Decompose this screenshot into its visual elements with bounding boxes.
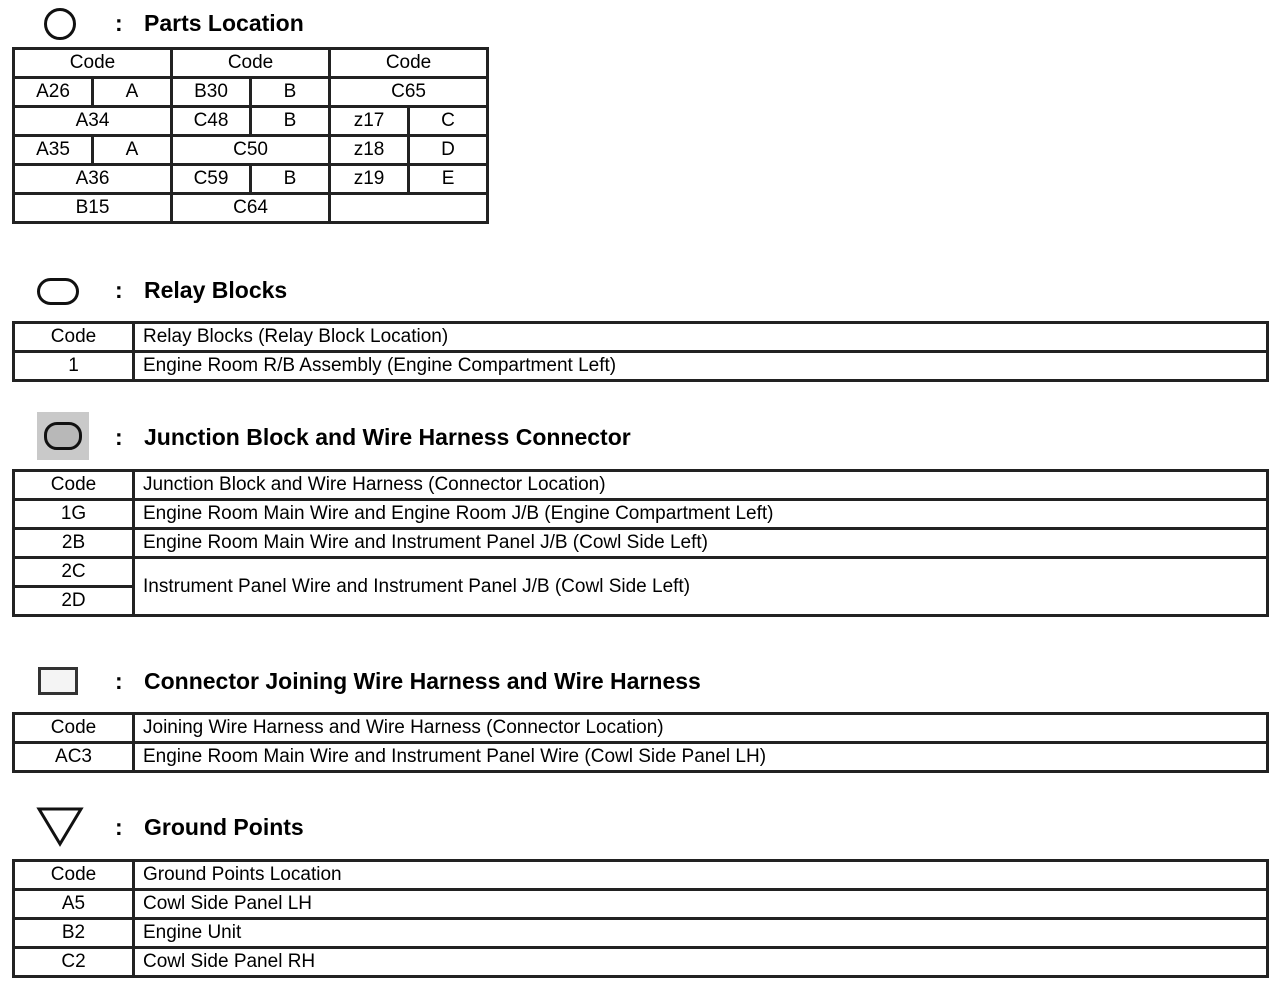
row-code: 1G [14, 500, 134, 529]
header-description: Joining Wire Harness and Wire Harness (Connector Location) [134, 714, 1268, 743]
row-code: 1 [14, 352, 134, 381]
part-code: A26 [14, 78, 93, 107]
part-location: C [409, 107, 488, 136]
header-code: Code [14, 471, 134, 500]
table-header-row [14, 471, 1268, 500]
row-code: 2D [14, 587, 134, 616]
rectangle-icon [38, 667, 78, 695]
relay-blocks-table [12, 321, 1269, 382]
part-location: A [93, 136, 172, 165]
table-row [14, 136, 488, 165]
header-code: Code [14, 861, 134, 890]
section-colon: : [115, 10, 123, 36]
section-colon: : [115, 668, 123, 694]
row-description: Instrument Panel Wire and Instrument Panel J/B (Cowl Side Left) [134, 558, 1268, 616]
header-code: Code [14, 323, 134, 352]
row-code: 2C [14, 558, 134, 587]
section-title-relay-blocks: Relay Blocks [144, 277, 288, 303]
row-description: Engine Room Main Wire and Engine Room J/B (Engine Compartment Left) [134, 500, 1268, 529]
header-description: Junction Block and Wire Harness (Connector Location) [134, 471, 1268, 500]
table-header-row [14, 323, 1268, 352]
part-location: A [93, 78, 172, 107]
part-code: B30 [172, 78, 251, 107]
header-description: Relay Blocks (Relay Block Location) [134, 323, 1268, 352]
header-description: Ground Points Location [134, 861, 1268, 890]
header-code: Code [330, 49, 488, 78]
section-colon: : [115, 277, 123, 303]
part-code: C64 [172, 194, 330, 223]
ground-points-table [12, 859, 1269, 978]
section-colon: : [115, 814, 123, 840]
header-code: Code [14, 714, 134, 743]
part-code: A35 [14, 136, 93, 165]
part-code: A34 [14, 107, 172, 136]
table-header-row [14, 714, 1268, 743]
junction-block-table [12, 469, 1269, 617]
part-location: E [409, 165, 488, 194]
row-description: Engine Room Main Wire and Instrument Panel Wire (Cowl Side Panel LH) [134, 743, 1268, 772]
part-code: C48 [172, 107, 251, 136]
row-description: Engine Unit [134, 919, 1268, 948]
part-code: z19 [330, 165, 409, 194]
table-row [14, 919, 1268, 948]
circle-icon [44, 8, 76, 40]
header-code: Code [14, 49, 172, 78]
shaded-oval-icon [37, 412, 89, 460]
header-code: Code [172, 49, 330, 78]
table-row [14, 500, 1268, 529]
empty-cell [330, 194, 488, 223]
section-title-junction-block: Junction Block and Wire Harness Connector [144, 424, 631, 450]
triangle-down-icon [36, 806, 84, 848]
table-row [14, 78, 488, 107]
row-code: C2 [14, 948, 134, 977]
table-row [14, 107, 488, 136]
table-row [14, 890, 1268, 919]
parts-location-table [12, 47, 489, 224]
part-location: B [251, 165, 330, 194]
table-header-row [14, 861, 1268, 890]
part-code: z18 [330, 136, 409, 165]
row-code: B2 [14, 919, 134, 948]
table-row [14, 948, 1268, 977]
table-row [14, 529, 1268, 558]
table-row [14, 743, 1268, 772]
table-row [14, 165, 488, 194]
part-code: C50 [172, 136, 330, 165]
section-colon: : [115, 424, 123, 450]
row-description: Engine Room Main Wire and Instrument Panel J/B (Cowl Side Left) [134, 529, 1268, 558]
part-code: z17 [330, 107, 409, 136]
row-description: Cowl Side Panel RH [134, 948, 1268, 977]
table-row [14, 558, 1268, 587]
section-title-connector-joining: Connector Joining Wire Harness and Wire Harness [144, 668, 701, 694]
part-code: C59 [172, 165, 251, 194]
part-code: B15 [14, 194, 172, 223]
section-title-parts-location: Parts Location [144, 10, 304, 36]
row-code: AC3 [14, 743, 134, 772]
part-location: B [251, 107, 330, 136]
part-location: D [409, 136, 488, 165]
part-location: B [251, 78, 330, 107]
table-row [14, 194, 488, 223]
row-description: Engine Room R/B Assembly (Engine Compartment Left) [134, 352, 1268, 381]
row-code: 2B [14, 529, 134, 558]
part-code: C65 [330, 78, 488, 107]
row-description: Cowl Side Panel LH [134, 890, 1268, 919]
table-row [14, 352, 1268, 381]
part-code: A36 [14, 165, 172, 194]
row-code: A5 [14, 890, 134, 919]
oval-icon [37, 278, 79, 305]
table-header-row [14, 49, 488, 78]
section-title-ground-points: Ground Points [144, 814, 304, 840]
connector-joining-table [12, 712, 1269, 773]
